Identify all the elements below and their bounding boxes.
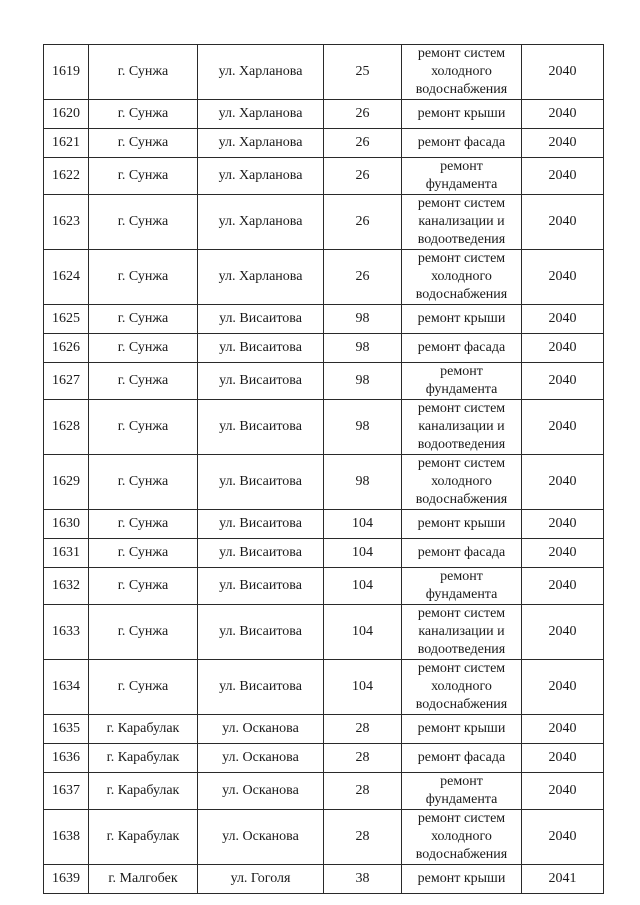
street-cell: ул. Висаитова	[198, 605, 324, 660]
row-number-cell: 1635	[44, 715, 89, 744]
house-number-cell: 26	[324, 158, 402, 195]
work-type-cell: ремонт систем холодного водоснабжения	[402, 455, 522, 510]
house-number-cell: 26	[324, 129, 402, 158]
city-cell: г. Сунжа	[89, 455, 198, 510]
table-body	[44, 45, 604, 894]
row-number-cell: 1622	[44, 158, 89, 195]
table-row	[44, 773, 604, 810]
street-cell: ул. Осканова	[198, 773, 324, 810]
table-row	[44, 510, 604, 539]
city-cell: г. Сунжа	[89, 363, 198, 400]
street-cell: ул. Осканова	[198, 810, 324, 865]
house-number-cell: 104	[324, 660, 402, 715]
street-cell: ул. Харланова	[198, 195, 324, 250]
row-number-cell: 1625	[44, 305, 89, 334]
work-type-cell: ремонт фасада	[402, 334, 522, 363]
house-number-cell: 28	[324, 744, 402, 773]
row-number-cell: 1637	[44, 773, 89, 810]
row-number-cell: 1634	[44, 660, 89, 715]
city-cell: г. Сунжа	[89, 334, 198, 363]
table-row	[44, 539, 604, 568]
row-number-cell: 1632	[44, 568, 89, 605]
year-cell: 2040	[522, 455, 604, 510]
house-number-cell: 28	[324, 715, 402, 744]
year-cell: 2040	[522, 129, 604, 158]
table-row	[44, 195, 604, 250]
street-cell: ул. Висаитова	[198, 334, 324, 363]
work-type-cell: ремонт фундамента	[402, 568, 522, 605]
row-number-cell: 1638	[44, 810, 89, 865]
row-number-cell: 1620	[44, 100, 89, 129]
table-row	[44, 158, 604, 195]
house-number-cell: 25	[324, 45, 402, 100]
street-cell: ул. Висаитова	[198, 510, 324, 539]
house-number-cell: 28	[324, 810, 402, 865]
city-cell: г. Сунжа	[89, 510, 198, 539]
city-cell: г. Сунжа	[89, 250, 198, 305]
work-type-cell: ремонт фундамента	[402, 773, 522, 810]
year-cell: 2040	[522, 605, 604, 660]
year-cell: 2040	[522, 539, 604, 568]
year-cell: 2040	[522, 715, 604, 744]
work-type-cell: ремонт крыши	[402, 865, 522, 894]
city-cell: г. Малгобек	[89, 865, 198, 894]
work-type-cell: ремонт систем канализации и водоотведения	[402, 605, 522, 660]
street-cell: ул. Висаитова	[198, 455, 324, 510]
street-cell: ул. Харланова	[198, 250, 324, 305]
street-cell: ул. Висаитова	[198, 660, 324, 715]
table-row	[44, 455, 604, 510]
table-row	[44, 400, 604, 455]
house-number-cell: 98	[324, 334, 402, 363]
table-row	[44, 250, 604, 305]
work-type-cell: ремонт фасада	[402, 129, 522, 158]
row-number-cell: 1623	[44, 195, 89, 250]
table-row	[44, 363, 604, 400]
table-row	[44, 129, 604, 158]
row-number-cell: 1627	[44, 363, 89, 400]
house-number-cell: 38	[324, 865, 402, 894]
year-cell: 2040	[522, 158, 604, 195]
table-row	[44, 744, 604, 773]
city-cell: г. Сунжа	[89, 100, 198, 129]
city-cell: г. Сунжа	[89, 129, 198, 158]
city-cell: г. Сунжа	[89, 195, 198, 250]
year-cell: 2040	[522, 744, 604, 773]
work-type-cell: ремонт систем канализации и водоотведения	[402, 400, 522, 455]
house-number-cell: 104	[324, 539, 402, 568]
house-number-cell: 98	[324, 455, 402, 510]
house-number-cell: 98	[324, 400, 402, 455]
city-cell: г. Сунжа	[89, 158, 198, 195]
street-cell: ул. Харланова	[198, 129, 324, 158]
table-row	[44, 660, 604, 715]
city-cell: г. Сунжа	[89, 400, 198, 455]
work-type-cell: ремонт фундамента	[402, 363, 522, 400]
year-cell: 2040	[522, 773, 604, 810]
city-cell: г. Карабулак	[89, 744, 198, 773]
city-cell: г. Карабулак	[89, 810, 198, 865]
work-type-cell: ремонт фасада	[402, 744, 522, 773]
work-type-cell: ремонт крыши	[402, 100, 522, 129]
table-row	[44, 568, 604, 605]
row-number-cell: 1636	[44, 744, 89, 773]
year-cell: 2040	[522, 45, 604, 100]
year-cell: 2040	[522, 660, 604, 715]
house-number-cell: 98	[324, 305, 402, 334]
year-cell: 2040	[522, 305, 604, 334]
table-row	[44, 810, 604, 865]
table-row	[44, 605, 604, 660]
city-cell: г. Сунжа	[89, 45, 198, 100]
year-cell: 2040	[522, 250, 604, 305]
house-number-cell: 28	[324, 773, 402, 810]
house-number-cell: 26	[324, 195, 402, 250]
work-type-cell: ремонт крыши	[402, 715, 522, 744]
year-cell: 2040	[522, 195, 604, 250]
row-number-cell: 1631	[44, 539, 89, 568]
city-cell: г. Сунжа	[89, 568, 198, 605]
street-cell: ул. Осканова	[198, 715, 324, 744]
house-number-cell: 26	[324, 250, 402, 305]
table-row	[44, 334, 604, 363]
work-type-cell: ремонт систем холодного водоснабжения	[402, 660, 522, 715]
house-number-cell: 104	[324, 510, 402, 539]
work-type-cell: ремонт фундамента	[402, 158, 522, 195]
year-cell: 2040	[522, 810, 604, 865]
row-number-cell: 1619	[44, 45, 89, 100]
work-type-cell: ремонт систем канализации и водоотведения	[402, 195, 522, 250]
street-cell: ул. Харланова	[198, 158, 324, 195]
city-cell: г. Сунжа	[89, 660, 198, 715]
repair-schedule-table	[43, 44, 604, 894]
work-type-cell: ремонт систем холодного водоснабжения	[402, 810, 522, 865]
year-cell: 2040	[522, 568, 604, 605]
year-cell: 2040	[522, 334, 604, 363]
city-cell: г. Сунжа	[89, 539, 198, 568]
street-cell: ул. Висаитова	[198, 400, 324, 455]
year-cell: 2040	[522, 510, 604, 539]
work-type-cell: ремонт систем холодного водоснабжения	[402, 45, 522, 100]
street-cell: ул. Осканова	[198, 744, 324, 773]
table-row	[44, 45, 604, 100]
row-number-cell: 1629	[44, 455, 89, 510]
row-number-cell: 1628	[44, 400, 89, 455]
house-number-cell: 26	[324, 100, 402, 129]
street-cell: ул. Висаитова	[198, 305, 324, 334]
street-cell: ул. Висаитова	[198, 568, 324, 605]
city-cell: г. Сунжа	[89, 605, 198, 660]
year-cell: 2041	[522, 865, 604, 894]
street-cell: ул. Висаитова	[198, 539, 324, 568]
row-number-cell: 1633	[44, 605, 89, 660]
table-row	[44, 865, 604, 894]
city-cell: г. Карабулак	[89, 773, 198, 810]
row-number-cell: 1639	[44, 865, 89, 894]
house-number-cell: 98	[324, 363, 402, 400]
row-number-cell: 1624	[44, 250, 89, 305]
year-cell: 2040	[522, 400, 604, 455]
table-row	[44, 305, 604, 334]
table-row	[44, 100, 604, 129]
table-row	[44, 715, 604, 744]
work-type-cell: ремонт фасада	[402, 539, 522, 568]
row-number-cell: 1630	[44, 510, 89, 539]
year-cell: 2040	[522, 100, 604, 129]
street-cell: ул. Гоголя	[198, 865, 324, 894]
work-type-cell: ремонт крыши	[402, 510, 522, 539]
street-cell: ул. Харланова	[198, 45, 324, 100]
document-page	[43, 44, 603, 894]
street-cell: ул. Висаитова	[198, 363, 324, 400]
work-type-cell: ремонт крыши	[402, 305, 522, 334]
city-cell: г. Сунжа	[89, 305, 198, 334]
house-number-cell: 104	[324, 605, 402, 660]
work-type-cell: ремонт систем холодного водоснабжения	[402, 250, 522, 305]
street-cell: ул. Харланова	[198, 100, 324, 129]
row-number-cell: 1626	[44, 334, 89, 363]
row-number-cell: 1621	[44, 129, 89, 158]
house-number-cell: 104	[324, 568, 402, 605]
year-cell: 2040	[522, 363, 604, 400]
city-cell: г. Карабулак	[89, 715, 198, 744]
